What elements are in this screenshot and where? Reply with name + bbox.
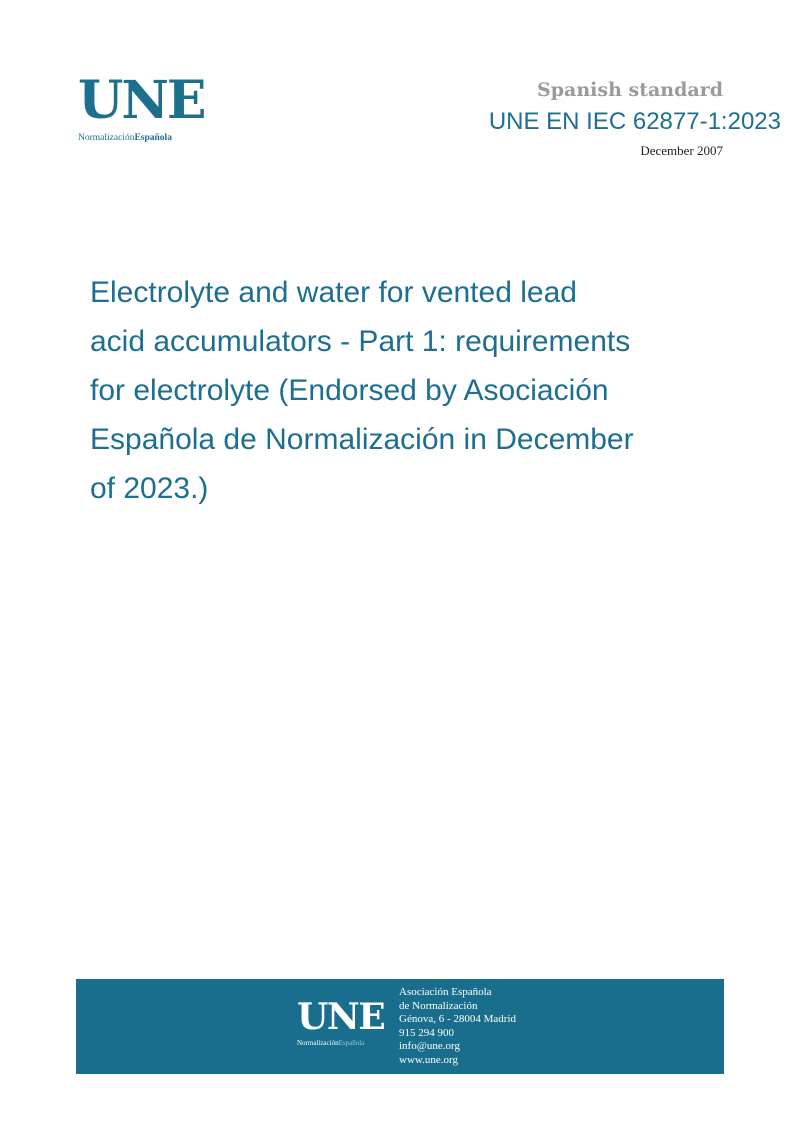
footer-logo-mark: UNE xyxy=(297,996,385,1038)
title-line: of 2023.) xyxy=(90,472,209,505)
address-line-street: Génova, 6 - 28004 Madrid xyxy=(399,1013,517,1025)
document-title xyxy=(90,268,710,513)
footer-logo-subtitle xyxy=(297,1039,387,1048)
address-website: www.une.org xyxy=(399,1053,458,1066)
logo-subtitle-espanola: Española xyxy=(134,133,172,143)
standard-code: UNE EN IEC 62877-1:2023 xyxy=(488,108,781,135)
footer-address xyxy=(399,986,516,1067)
title-line: Electrolyte and water for vented lead xyxy=(90,276,577,309)
address-email: info@une.org xyxy=(399,1040,460,1052)
address-line-organization-cont: de Normalización xyxy=(399,999,478,1012)
address-phone: 915 294 900 xyxy=(399,1026,454,1039)
footer-logo-subtitle-espanola: Española xyxy=(338,1039,365,1047)
une-logo-mark: UNE xyxy=(78,70,205,131)
standard-kind-label: Spanish standard xyxy=(537,79,723,101)
title-line: acid accumulators - Part 1: requirements xyxy=(90,325,631,358)
une-logo-subtitle xyxy=(78,132,208,144)
une-logo xyxy=(78,70,208,144)
logo-subtitle-normalizacion: Normalización xyxy=(78,133,135,143)
footer-band xyxy=(76,979,724,1074)
standard-date: December 2007 xyxy=(640,143,723,158)
title-line: Española de Normalización in December xyxy=(90,423,634,456)
footer-logo-subtitle-normalizacion: Normalización xyxy=(297,1039,339,1047)
footer-une-logo xyxy=(297,996,387,1048)
address-line-organization: Asociación Española xyxy=(399,986,492,998)
title-line: for electrolyte (Endorsed by Asociación xyxy=(90,374,609,407)
